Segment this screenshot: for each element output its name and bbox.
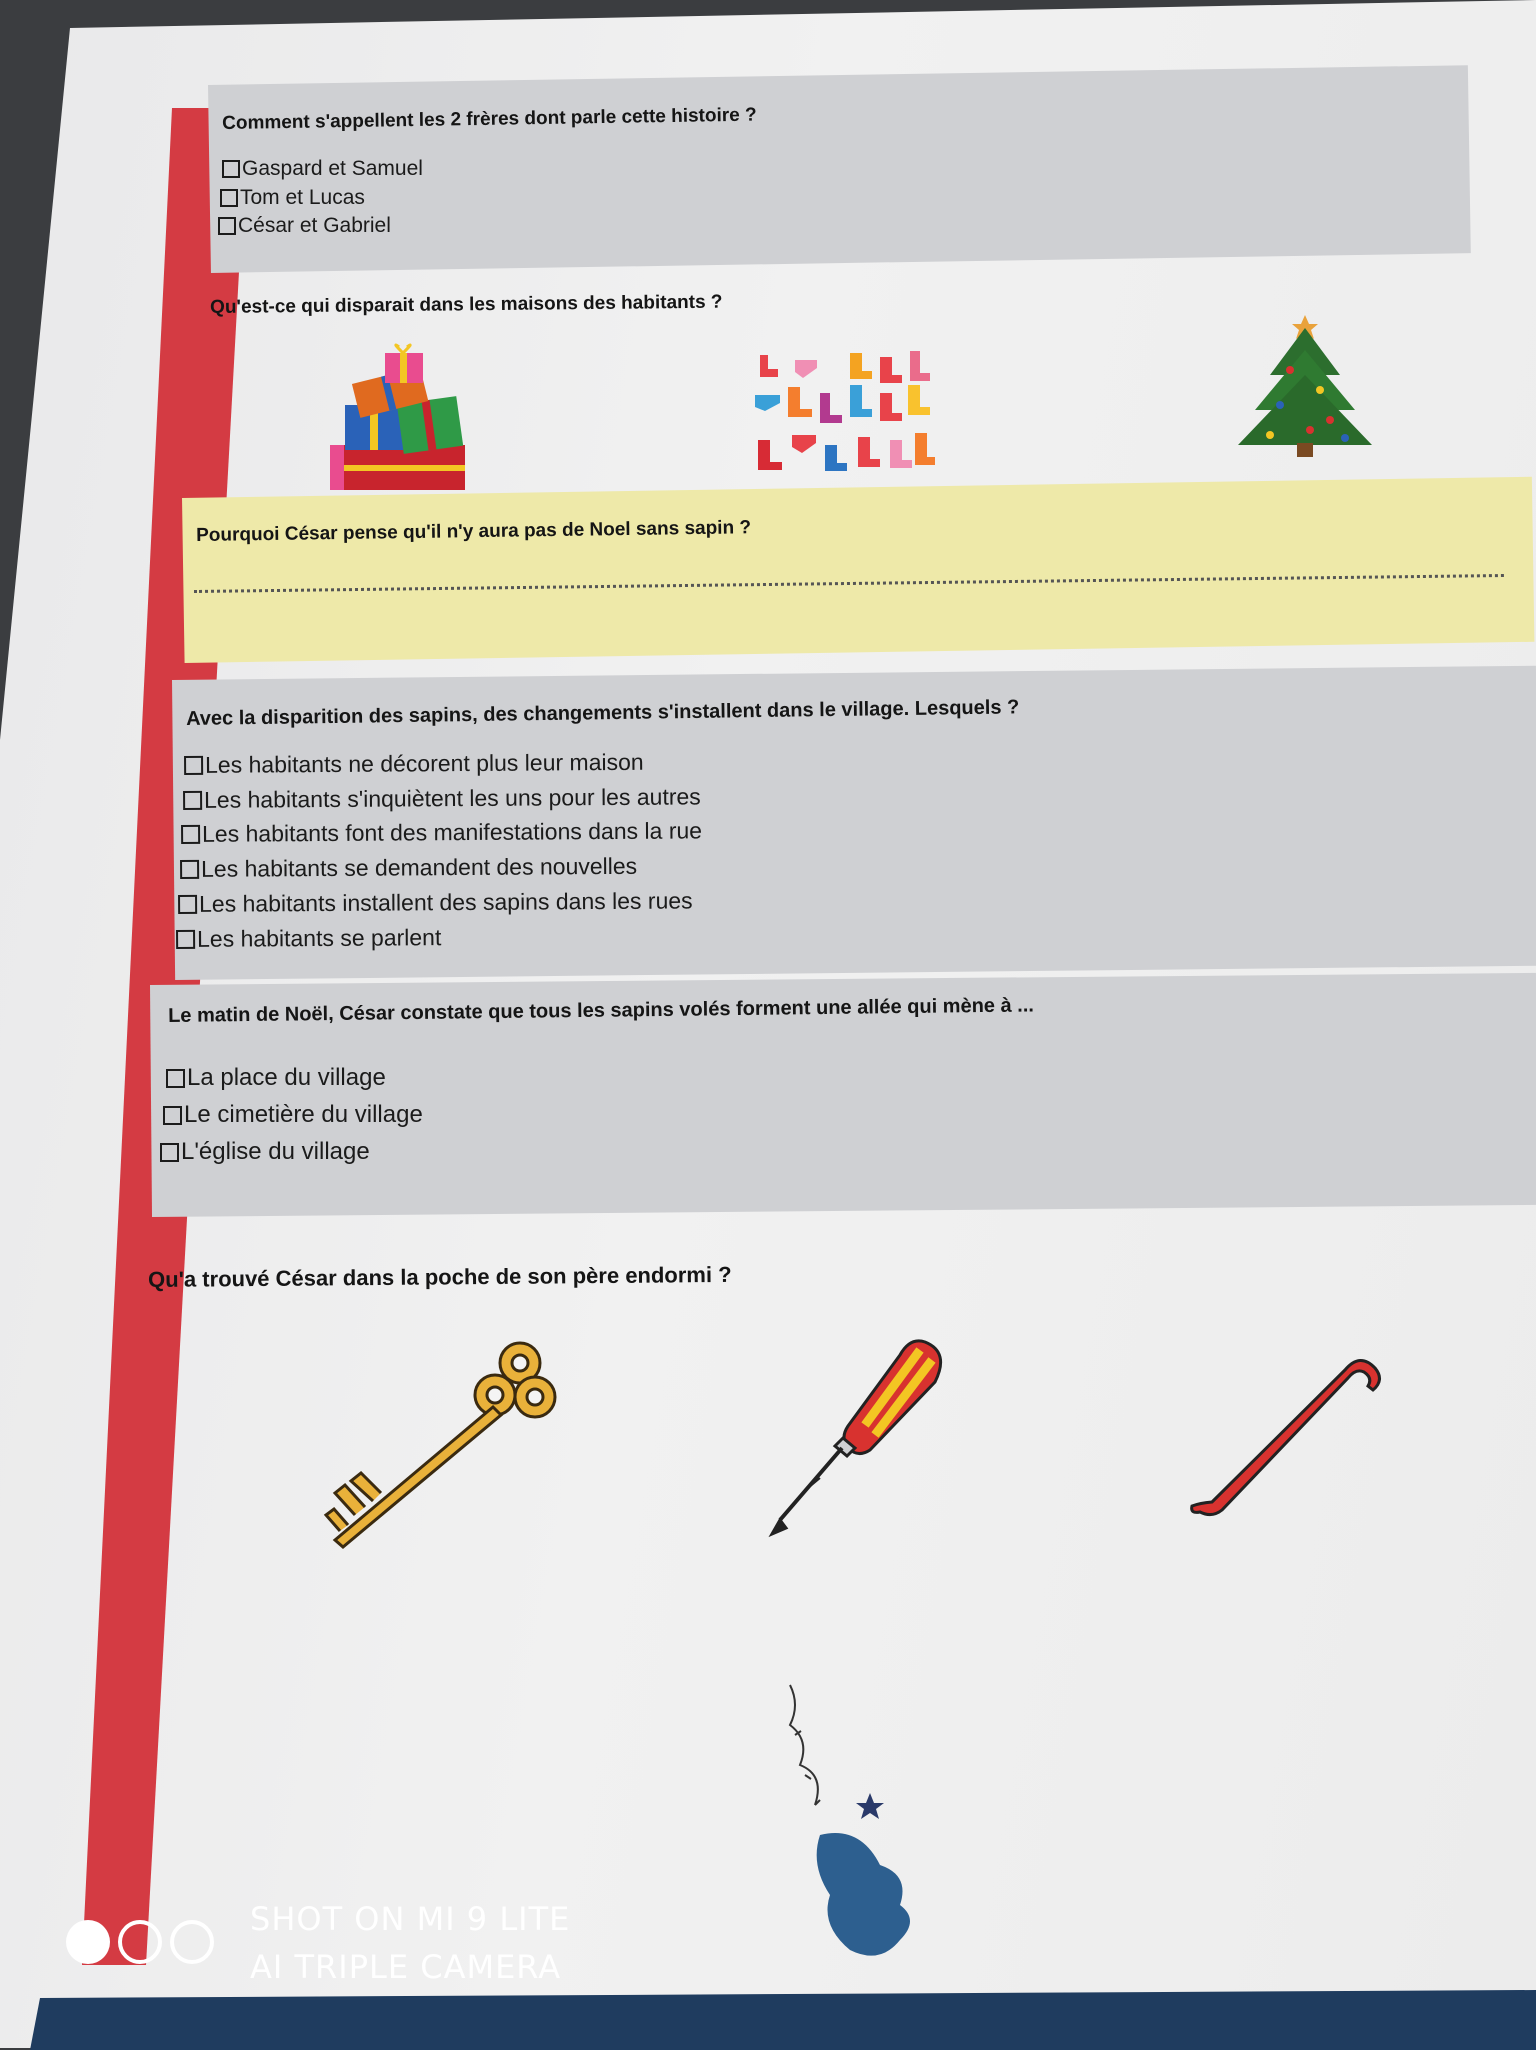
q1-option-1[interactable] (222, 157, 423, 181)
q1-option-2-label: Tom et Lucas (240, 186, 365, 209)
q1-option-3-label: César et Gabriel (238, 214, 391, 237)
q2-question: Qu'est-ce qui disparait dans les maisons des habitants ? (210, 291, 723, 318)
q4-option-3[interactable] (181, 817, 702, 848)
gifts-icon[interactable] (330, 345, 470, 495)
checkbox[interactable] (178, 895, 197, 914)
q4-option-4-label: Les habitants se demandent des nouvelles (200, 852, 638, 882)
checkbox[interactable] (166, 1069, 185, 1088)
q4-option-1-label: Les habitants ne décorent plus leur maison (204, 748, 644, 778)
q4-option-2-label: Les habitants s'inquiètent les uns pour les autres (203, 783, 701, 813)
q4-question: Avec la disparition des sapins, des changements s'installent dans le village. Lesquels ? (186, 696, 1020, 730)
camera-dot-icon (66, 1920, 110, 1964)
q5-option-2[interactable] (163, 1101, 423, 1129)
q6-question: Qu'a trouvé César dans la poche de son père endormi ? (148, 1261, 732, 1292)
q1-question: Comment s'appellent les 2 frères dont parle cette histoire ? (222, 104, 757, 134)
checkbox[interactable] (184, 756, 203, 775)
watermark-line-2: AI TRIPLE CAMERA (250, 1948, 562, 1986)
q5-option-2-label: Le cimetière du village (184, 1101, 423, 1128)
q4-option-6-label: Les habitants se parlent (196, 924, 442, 952)
checkbox[interactable] (176, 930, 195, 949)
q4-option-4[interactable] (180, 853, 637, 883)
checkbox[interactable] (218, 217, 236, 235)
q1-option-1-label: Gaspard et Samuel (242, 157, 423, 180)
checkbox[interactable] (180, 860, 199, 879)
q3-box (182, 477, 1534, 663)
bottom-blue-bar (0, 1990, 1536, 2050)
q5-option-3-label: L'église du village (181, 1138, 370, 1165)
socks-icon[interactable] (750, 345, 940, 485)
q4-option-5[interactable] (178, 887, 693, 918)
q3-question: Pourquoi César pense qu'il n'y aura pas de Noel sans sapin ? (196, 517, 752, 546)
camera-ring-icon (118, 1920, 162, 1964)
q5-option-1[interactable] (166, 1064, 386, 1092)
screwdriver-icon[interactable] (760, 1330, 960, 1550)
q1-option-2[interactable] (220, 186, 365, 210)
checkbox[interactable] (222, 160, 240, 178)
q4-option-3-label: Les habitants font des manifestations dans la rue (201, 817, 703, 847)
crowbar-icon[interactable] (1180, 1340, 1400, 1540)
watermark-line-1: SHOT ON MI 9 LITE (250, 1900, 571, 1938)
q4-option-5-label: Les habitants installent des sapins dans les rues (198, 887, 693, 917)
q4-option-6[interactable] (176, 924, 441, 953)
q5-option-1-label: La place du village (187, 1064, 386, 1091)
decorative-sketch-icon (760, 1675, 920, 1975)
christmas-tree-icon[interactable] (1230, 310, 1380, 460)
camera-ring-icon (170, 1920, 214, 1964)
checkbox[interactable] (183, 791, 202, 810)
checkbox[interactable] (181, 825, 200, 844)
checkbox[interactable] (220, 189, 238, 207)
q5-question: Le matin de Noël, César constate que tous les sapins volés forment une allée qui mène à ... (168, 994, 1035, 1027)
q4-option-2[interactable] (183, 783, 701, 814)
checkbox[interactable] (160, 1143, 179, 1162)
q4-option-1[interactable] (184, 749, 644, 779)
checkbox[interactable] (163, 1106, 182, 1125)
key-icon[interactable] (315, 1335, 565, 1565)
q1-option-3[interactable] (218, 214, 391, 238)
q5-option-3[interactable] (160, 1138, 370, 1166)
